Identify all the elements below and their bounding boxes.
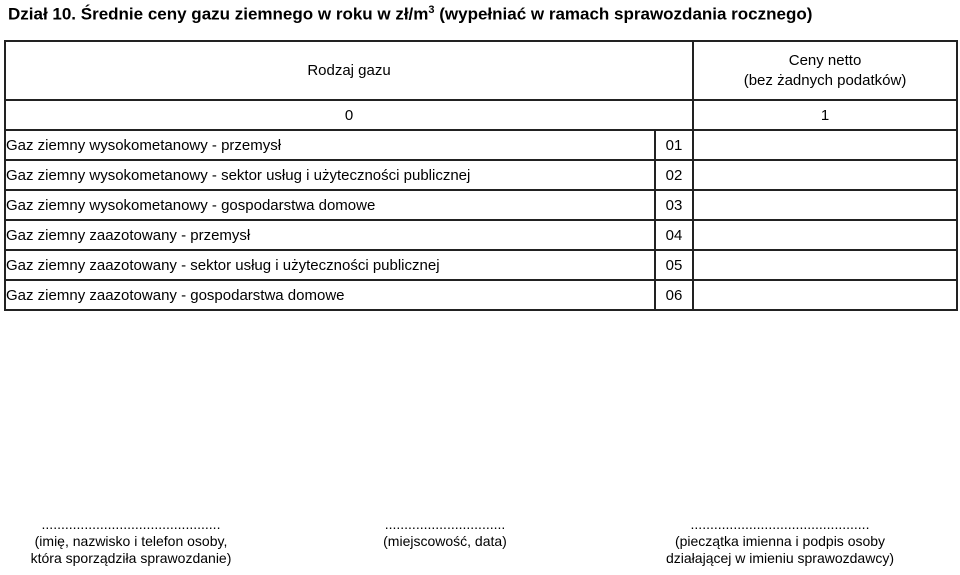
section-title-main: Dział 10. Średnie ceny gazu ziemnego w roku w zł/m — [8, 4, 429, 24]
table-row — [5, 130, 957, 160]
preparer-caption-line2: która sporządziła sprawozdanie) — [30, 550, 232, 566]
preparer-signature-line: .............................................. — [41, 516, 221, 532]
row-label: Gaz ziemny zaazotowany - sektor usług i użyteczności publicznej — [5, 250, 655, 280]
column-number-row — [5, 100, 957, 130]
price-input-cell[interactable] — [693, 250, 957, 280]
section-title-rest: (wypełniać w ramach sprawozdania rocznego) — [434, 4, 813, 24]
row-code: 03 — [655, 190, 693, 220]
price-input-cell[interactable] — [693, 190, 957, 220]
price-input-cell[interactable] — [693, 160, 957, 190]
row-code: 06 — [655, 280, 693, 310]
row-label: Gaz ziemny wysokometanowy - gospodarstwa domowe — [5, 190, 655, 220]
place-date-line: ............................... — [384, 516, 506, 532]
representative-signature-block — [640, 516, 920, 567]
section-title-superscript: 3 — [428, 4, 435, 16]
row-code: 02 — [655, 160, 693, 190]
price-input-cell[interactable] — [693, 280, 957, 310]
net-price-header-line2: (bez żadnych podatków) — [743, 71, 907, 89]
column-number-0: 0 — [5, 100, 693, 130]
table-row — [5, 220, 957, 250]
row-label: Gaz ziemny zaazotowany - gospodarstwa domowe — [5, 280, 655, 310]
row-label: Gaz ziemny wysokometanowy - sektor usług i użyteczności publicznej — [5, 160, 655, 190]
row-label: Gaz ziemny zaazotowany - przemysł — [5, 220, 655, 250]
representative-caption-line1: (pieczątka imienna i podpis osoby — [674, 533, 886, 549]
price-table — [4, 40, 958, 311]
price-input-cell[interactable] — [693, 220, 957, 250]
net-price-header-line1: Ceny netto — [788, 51, 862, 69]
place-date-block — [360, 516, 530, 550]
header-row — [5, 41, 957, 100]
row-code: 01 — [655, 130, 693, 160]
table-row — [5, 160, 957, 190]
price-input-cell[interactable] — [693, 130, 957, 160]
gas-type-header: Rodzaj gazu — [5, 41, 693, 100]
row-label: Gaz ziemny wysokometanowy - przemysł — [5, 130, 655, 160]
column-number-1: 1 — [693, 100, 957, 130]
net-price-header — [693, 41, 957, 100]
table-row — [5, 280, 957, 310]
representative-caption-line2: działającej w imieniu sprawozdawcy) — [666, 550, 894, 566]
row-code: 05 — [655, 250, 693, 280]
place-date-caption: (miejscowość, data) — [383, 533, 507, 549]
table-row — [5, 250, 957, 280]
row-code: 04 — [655, 220, 693, 250]
preparer-caption-line1: (imię, nazwisko i telefon osoby, — [34, 533, 228, 549]
representative-signature-line: .............................................. — [690, 516, 870, 532]
preparer-signature-block — [6, 516, 256, 567]
table-row — [5, 190, 957, 220]
section-title — [8, 4, 812, 25]
